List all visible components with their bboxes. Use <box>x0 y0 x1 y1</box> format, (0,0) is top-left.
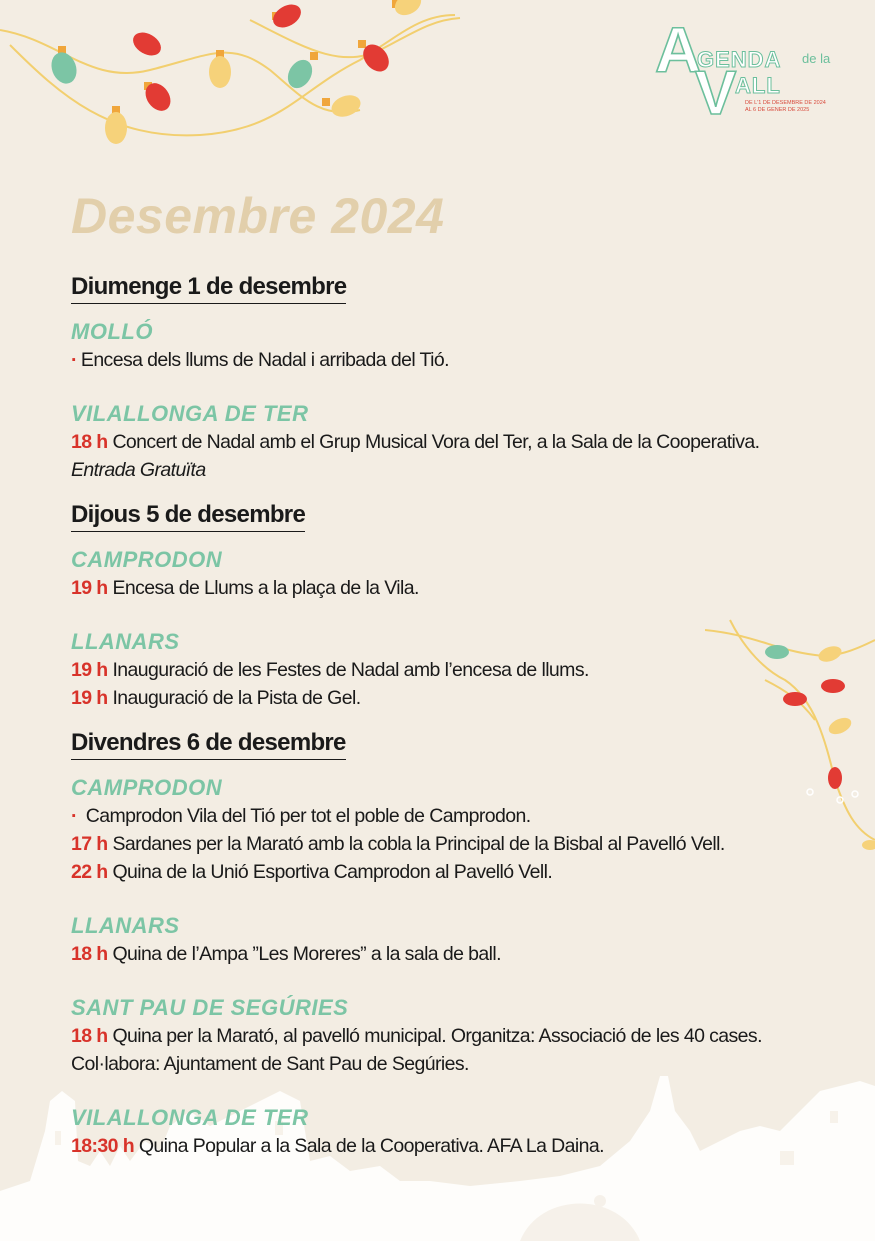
logo-dates-line2: AL 6 DE GENER DE 2025 <box>745 107 810 113</box>
logo-letter-a: A <box>655 14 700 86</box>
event-text: Quina de l’Ampa ”Les Moreres” a la sala de ball. <box>112 943 501 965</box>
event-item <box>71 428 831 456</box>
event-text: Sardanes per la Marató amb la cobla la Principal de la Bisbal al Pavelló Vell. <box>112 833 725 855</box>
event-time: 18 h <box>71 431 108 453</box>
event-item <box>71 802 831 830</box>
day-heading: Diumenge 1 de desembre <box>71 272 346 304</box>
event-item <box>71 940 831 968</box>
event-text: Camprodon Vila del Tió per tot el poble de Camprodon. <box>80 805 531 827</box>
month-title: Desembre 2024 <box>71 188 445 244</box>
logo-de-la: de la <box>802 51 831 66</box>
agenda-content <box>71 272 831 1170</box>
event-item <box>71 656 831 684</box>
event-text: Inauguració de la Pista de Gel. <box>112 687 361 709</box>
town-name: CAMPRODON <box>71 547 223 572</box>
bullet-icon: · <box>71 805 77 827</box>
event-time: 22 h <box>71 861 108 883</box>
event-note: Col·labora: Ajuntament de Sant Pau de Segúries. <box>71 1053 469 1075</box>
event-item <box>71 1022 831 1050</box>
event-item <box>71 858 831 886</box>
logo-all: ALL <box>735 73 781 98</box>
agenda-de-la-vall-logo <box>655 14 855 128</box>
event-time: 19 h <box>71 659 108 681</box>
event-text: Encesa de Llums a la plaça de la Vila. <box>112 577 419 599</box>
day-heading: Dijous 5 de desembre <box>71 500 305 532</box>
logo-letter-v: V <box>695 59 737 128</box>
day-heading: Divendres 6 de desembre <box>71 728 346 760</box>
town-name: MOLLÓ <box>71 319 153 344</box>
event-text: Quina de la Unió Esportiva Camprodon al Pavelló Vell. <box>112 861 553 883</box>
day-section <box>71 500 831 712</box>
event-item <box>71 684 831 712</box>
event-text: Quina per la Marató, al pavelló municipal. Organitza: Associació de les 40 cases. <box>112 1025 762 1047</box>
town-name: LLANARS <box>71 913 180 938</box>
day-section <box>71 272 831 484</box>
event-text: Inauguració de les Festes de Nadal amb l’encesa de llums. <box>112 659 589 681</box>
event-text: Quina Popular a la Sala de la Cooperativa. AFA La Daina. <box>138 1135 604 1157</box>
event-time: 18:30 h <box>71 1135 135 1157</box>
event-item <box>71 346 831 374</box>
event-note: Entrada Gratuïta <box>71 459 206 481</box>
bullet-icon: · <box>71 349 77 371</box>
event-item <box>71 1132 831 1160</box>
town-name: LLANARS <box>71 629 180 654</box>
town-name: CAMPRODON <box>71 775 223 800</box>
logo-genda: GENDA <box>697 47 782 72</box>
event-time: 18 h <box>71 1025 108 1047</box>
event-time: 19 h <box>71 687 108 709</box>
town-name: VILALLONGA DE TER <box>71 1105 309 1130</box>
logo-dates-line1: DE L'1 DE DESEMBRE DE 2024 <box>745 100 826 106</box>
town-name: VILALLONGA DE TER <box>71 401 309 426</box>
christmas-lights-top-icon <box>0 0 470 160</box>
logo-dates <box>745 100 826 114</box>
day-section <box>71 728 831 1160</box>
event-item <box>71 830 831 858</box>
event-time: 18 h <box>71 943 108 965</box>
event-text: Encesa dels llums de Nadal i arribada del Tió. <box>80 349 449 371</box>
event-time: 17 h <box>71 833 108 855</box>
event-time: 19 h <box>71 577 108 599</box>
event-text: Concert de Nadal amb el Grup Musical Vora del Ter, a la Sala de la Cooperativa. <box>112 431 760 453</box>
town-name: SANT PAU DE SEGÚRIES <box>71 995 349 1020</box>
event-item <box>71 574 831 602</box>
